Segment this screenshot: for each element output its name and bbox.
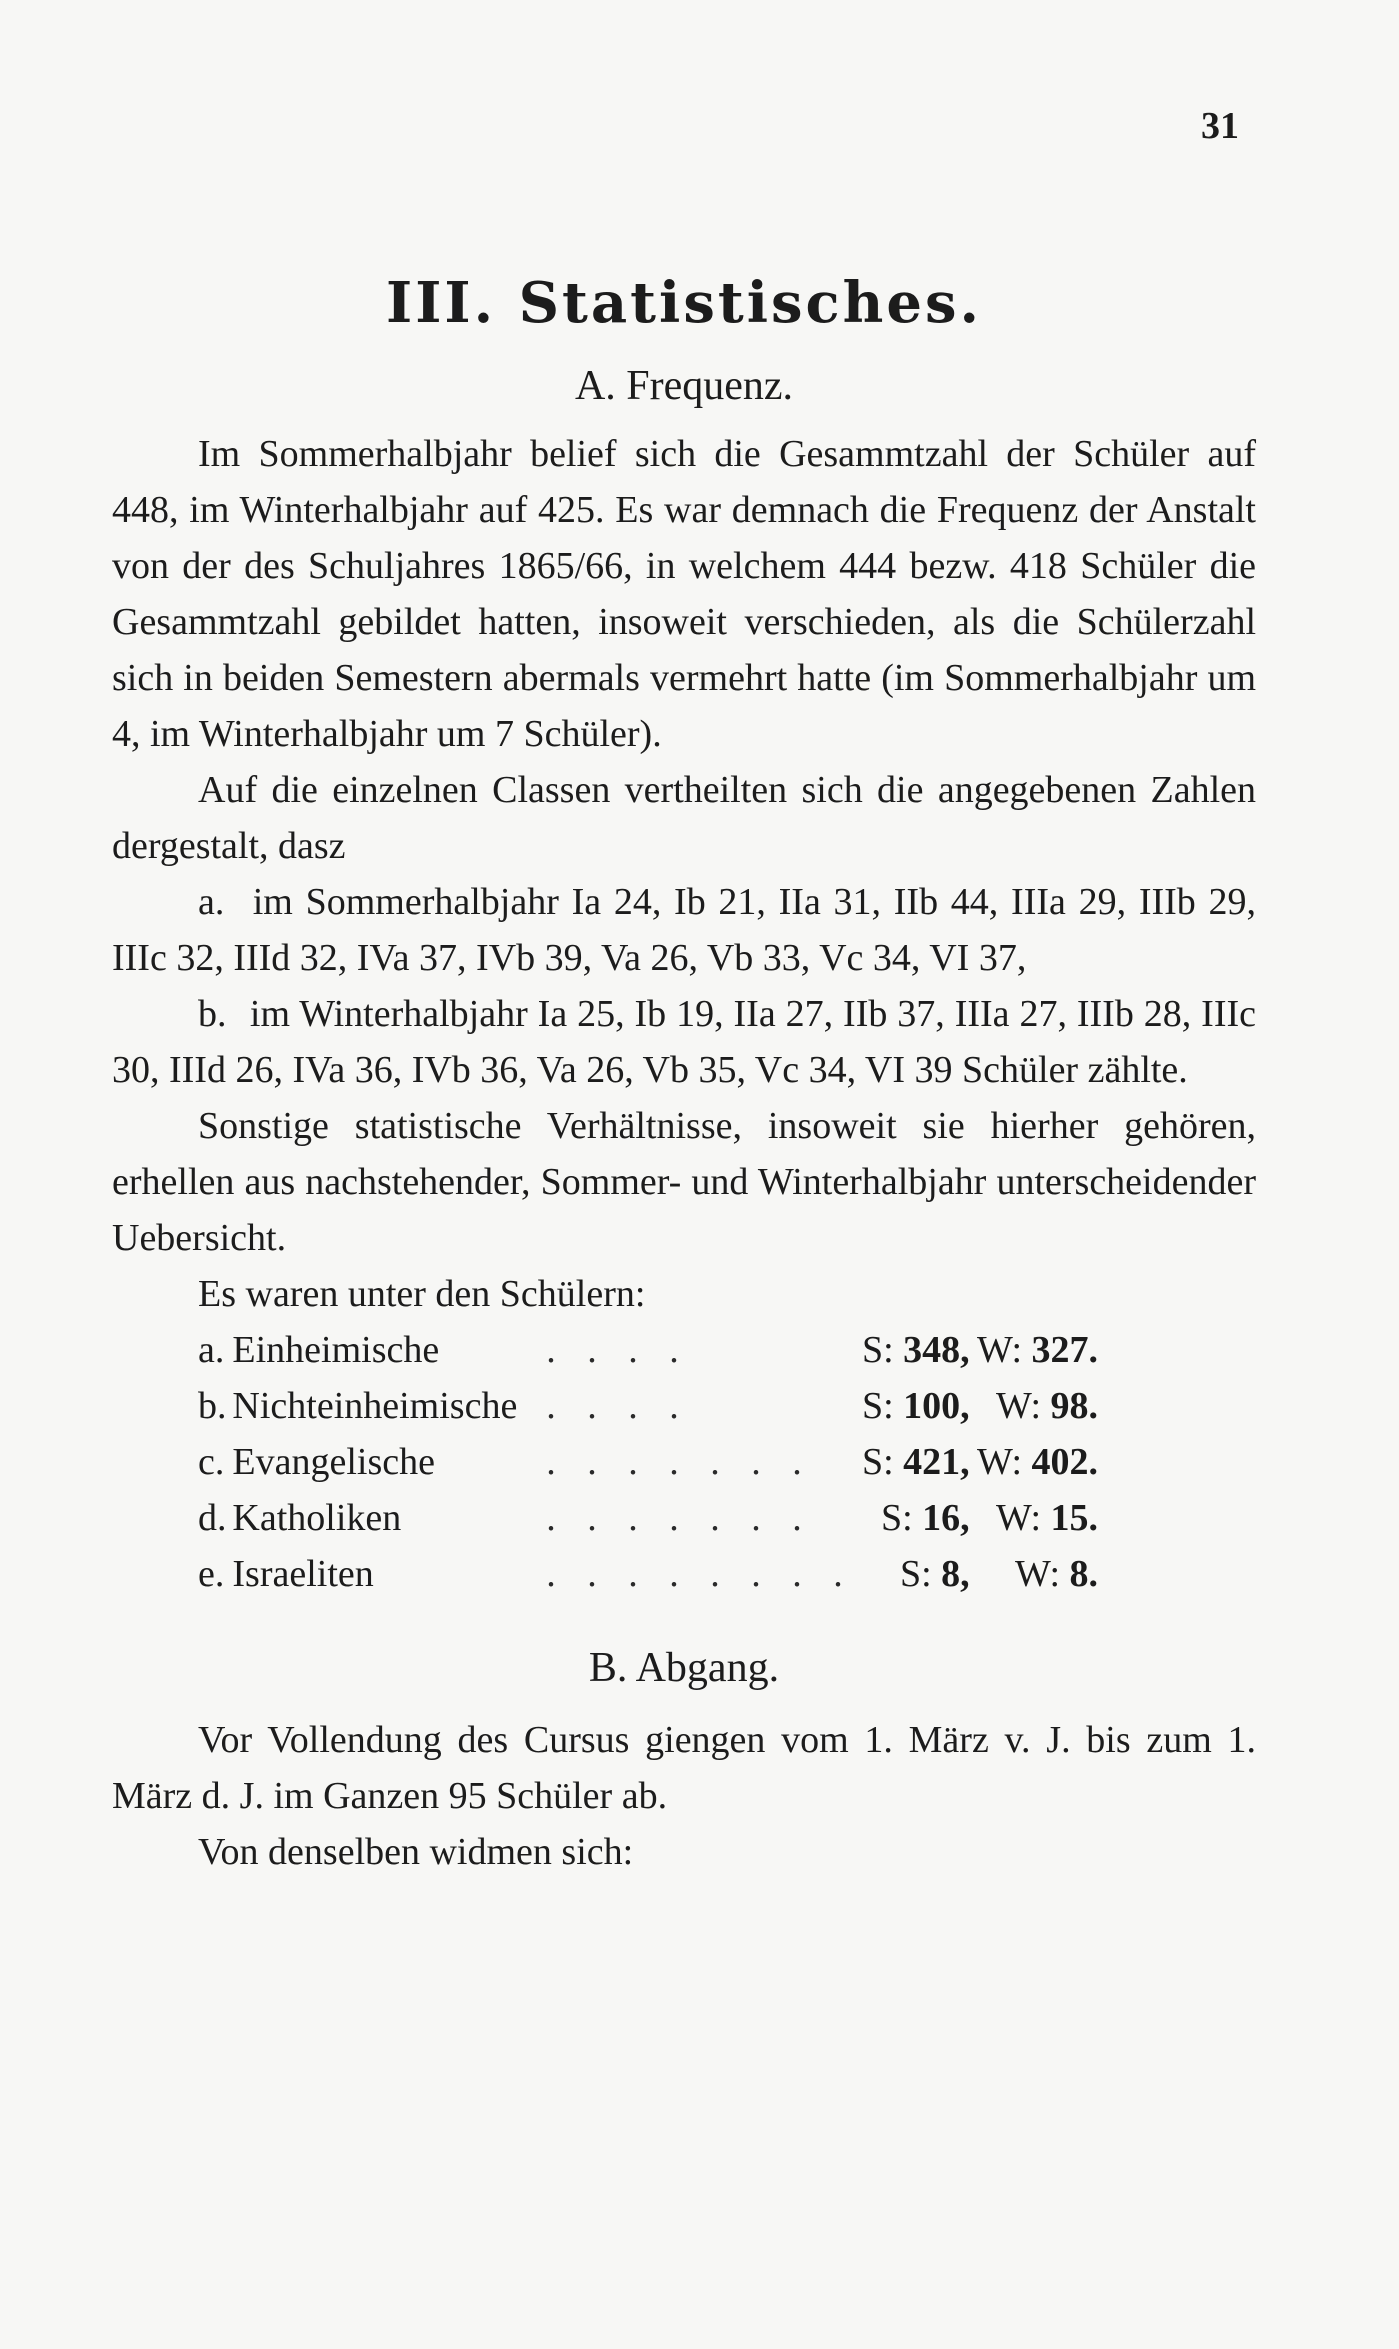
summer-label: S:: [861, 1385, 894, 1427]
summer-label: S:: [899, 1553, 932, 1595]
winter-label: W:: [976, 1441, 1022, 1483]
table-row: [198, 1434, 1098, 1490]
winter-count: [970, 1322, 1098, 1378]
leader-dots: . . . . . . .: [546, 1497, 813, 1539]
winter-label: W:: [976, 1329, 1022, 1371]
winter-label: W:: [995, 1385, 1041, 1427]
summer-label: S:: [880, 1497, 913, 1539]
row-label: Nichteinheimische: [232, 1385, 518, 1427]
list-marker: b.: [198, 993, 227, 1035]
winter-value: 327.: [1031, 1329, 1098, 1371]
summer-value: 16,: [922, 1497, 970, 1539]
table-row: [198, 1490, 1098, 1546]
row-label: Israeliten: [232, 1553, 374, 1595]
table-row: [198, 1378, 1098, 1434]
winter-label: W:: [995, 1497, 1041, 1539]
summer-value: 8,: [941, 1553, 970, 1595]
list-item: [112, 986, 1256, 1098]
summer-count: [854, 1378, 970, 1434]
frequenz-paragraph-2: Auf die einzelnen Classen vertheilten sich die angegebenen Zahlen dergestalt, dasz: [112, 769, 1256, 867]
abgang-paragraph-2: Von denselben widmen sich:: [198, 1831, 634, 1873]
page-number: 31: [1201, 105, 1239, 147]
row-marker: d.: [198, 1497, 227, 1539]
winter-count: [970, 1490, 1098, 1546]
summer-value: 421,: [903, 1441, 970, 1483]
row-marker: a.: [198, 1329, 225, 1371]
summer-count: [854, 1490, 970, 1546]
winter-value: 98.: [1050, 1385, 1098, 1427]
list-marker: a.: [198, 881, 225, 923]
stats-intro: Es waren unter den Schülern:: [198, 1273, 646, 1315]
row-label: Einheimische: [232, 1329, 440, 1371]
leader-dots: . . . .: [546, 1385, 690, 1427]
table-row: [198, 1546, 1098, 1602]
summer-count: [854, 1322, 970, 1378]
frequenz-paragraph-3: Sonstige statistische Verhältnisse, insoweit sie hierher gehören, erhellen aus nachstehender, Sommer- und Winterhalbjahr unterscheidender Uebersicht.: [112, 1105, 1256, 1259]
winter-label: W:: [1014, 1553, 1060, 1595]
winter-count: [970, 1546, 1098, 1602]
row-marker: c.: [198, 1441, 225, 1483]
list-item-text: im Sommerhalbjahr Ia 24, Ib 21, IIa 31, IIb 44, IIIa 29, IIIb 29, IIIc 32, IIId 32, IVa 37, IVb 39, Va 26, Vb 33, Vc 34, VI 37,: [112, 881, 1257, 979]
leader-dots: . . . .: [546, 1329, 690, 1371]
winter-value: 15.: [1050, 1497, 1098, 1539]
class-distribution-list: [112, 874, 1256, 1098]
row-marker: b.: [198, 1385, 227, 1427]
summer-value: 100,: [903, 1385, 970, 1427]
list-item-text: im Winterhalbjahr Ia 25, Ib 19, IIa 27, IIb 37, IIIa 27, IIIb 28, IIIc 30, IIId 26, IVa 36, IVb 36, Va 26, Vb 35, Vc 34, VI 39 Schüler zählte.: [112, 993, 1256, 1091]
frequenz-heading: A. Frequenz.: [574, 363, 794, 409]
summer-label: S:: [861, 1441, 894, 1483]
leader-dots: . . . . . . . .: [546, 1553, 854, 1595]
abgang-heading: B. Abgang.: [588, 1645, 780, 1691]
summer-count: [854, 1546, 970, 1602]
winter-value: 402.: [1031, 1441, 1098, 1483]
table-row: [198, 1322, 1098, 1378]
row-label: Katholiken: [232, 1497, 402, 1539]
page-title: III. Statistisches.: [386, 270, 982, 336]
list-item: [112, 874, 1256, 986]
frequenz-paragraph-1: Im Sommerhalbjahr belief sich die Gesammtzahl der Schüler auf 448, im Winterhalbjahr auf 425. Es war demnach die Frequenz der Anstalt von der des Schuljahres 1865/66, in welchem 444 bezw. 418 Schüler die Gesammtzahl gebildet hatten, insoweit verschieden, als die Schülerzahl sich in beiden Semestern abermals vermehrt hatte (im Sommerhalbjahr um 4, im Winterhalbjahr um 7 Schüler).: [112, 433, 1256, 755]
winter-value: 8.: [1069, 1553, 1098, 1595]
summer-label: S:: [861, 1329, 894, 1371]
page-content: [112, 264, 1256, 1880]
winter-count: [970, 1434, 1098, 1490]
summer-value: 348,: [903, 1329, 970, 1371]
leader-dots: . . . . . . .: [546, 1441, 813, 1483]
row-label: Evangelische: [232, 1441, 435, 1483]
row-marker: e.: [198, 1553, 225, 1595]
summer-count: [854, 1434, 970, 1490]
winter-count: [970, 1378, 1098, 1434]
abgang-paragraph-1: Vor Vollendung des Cursus giengen vom 1. März v. J. bis zum 1. März d. J. im Ganzen 95 Schüler ab.: [112, 1719, 1256, 1817]
statistics-table: [198, 1322, 1098, 1602]
